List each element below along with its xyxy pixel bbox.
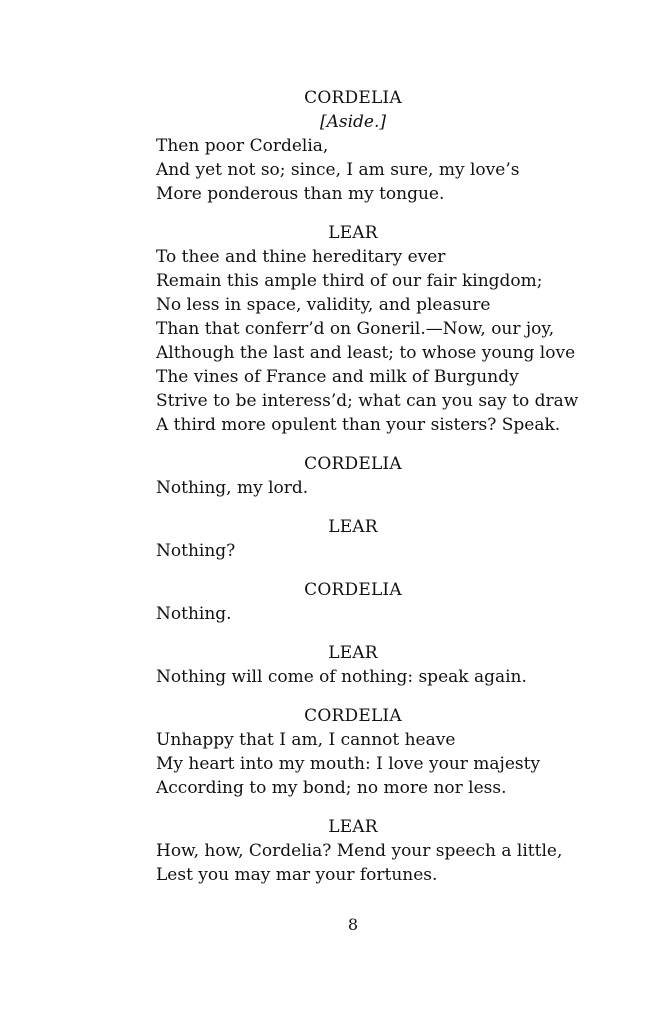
speech (156, 452, 576, 500)
speaker-name: LEAR (328, 643, 378, 663)
speaker-name: LEAR (328, 223, 378, 243)
verse-line: More ponderous than my tongue. (156, 184, 445, 204)
speech (156, 515, 576, 563)
verse-line: Unhappy that I am, I cannot heave (156, 730, 456, 750)
speech (156, 641, 576, 689)
speech (156, 86, 576, 206)
verse-line: Than that conferr’d on Goneril.—Now, our joy, (156, 319, 555, 339)
speaker-name: LEAR (328, 517, 378, 537)
speaker-name: CORDELIA (304, 454, 402, 474)
verse-line: No less in space, validity, and pleasure (156, 295, 491, 315)
verse-line: My heart into my mouth: I love your majesty (156, 754, 541, 774)
verse-line: A third more opulent than your sisters? Speak. (156, 415, 561, 435)
verse-line: To thee and thine hereditary ever (156, 247, 446, 267)
verse-line: The vines of France and milk of Burgundy (156, 367, 519, 387)
verse-line: Nothing. (156, 604, 232, 624)
speaker-name: CORDELIA (304, 580, 402, 600)
verse-line: According to my bond; no more nor less. (156, 778, 507, 798)
verse-line: And yet not so; since, I am sure, my love’s (156, 160, 520, 180)
verse-line: Remain this ample third of our fair kingdom; (156, 271, 543, 291)
speech (156, 578, 576, 626)
verse-line: Then poor Cordelia, (156, 136, 329, 156)
verse-line: Nothing, my lord. (156, 478, 309, 498)
speech (156, 704, 576, 800)
verse-line: Nothing? (156, 541, 236, 561)
speech (156, 221, 579, 437)
speaker-name: CORDELIA (304, 88, 402, 108)
verse-line: Although the last and least; to whose young love (156, 343, 576, 363)
speech (156, 815, 576, 887)
page-number: 8 (347, 915, 359, 934)
stage-direction: [Aside.] (319, 112, 387, 132)
verse-line: Lest you may mar your fortunes. (156, 865, 438, 885)
verse-line: Nothing will come of nothing: speak again. (156, 667, 527, 687)
verse-line: Strive to be interess’d; what can you say to draw (156, 391, 579, 411)
speaker-name: CORDELIA (304, 706, 402, 726)
verse-line: How, how, Cordelia? Mend your speech a little, (156, 841, 563, 861)
speaker-name: LEAR (328, 817, 378, 837)
play-text (156, 86, 579, 902)
